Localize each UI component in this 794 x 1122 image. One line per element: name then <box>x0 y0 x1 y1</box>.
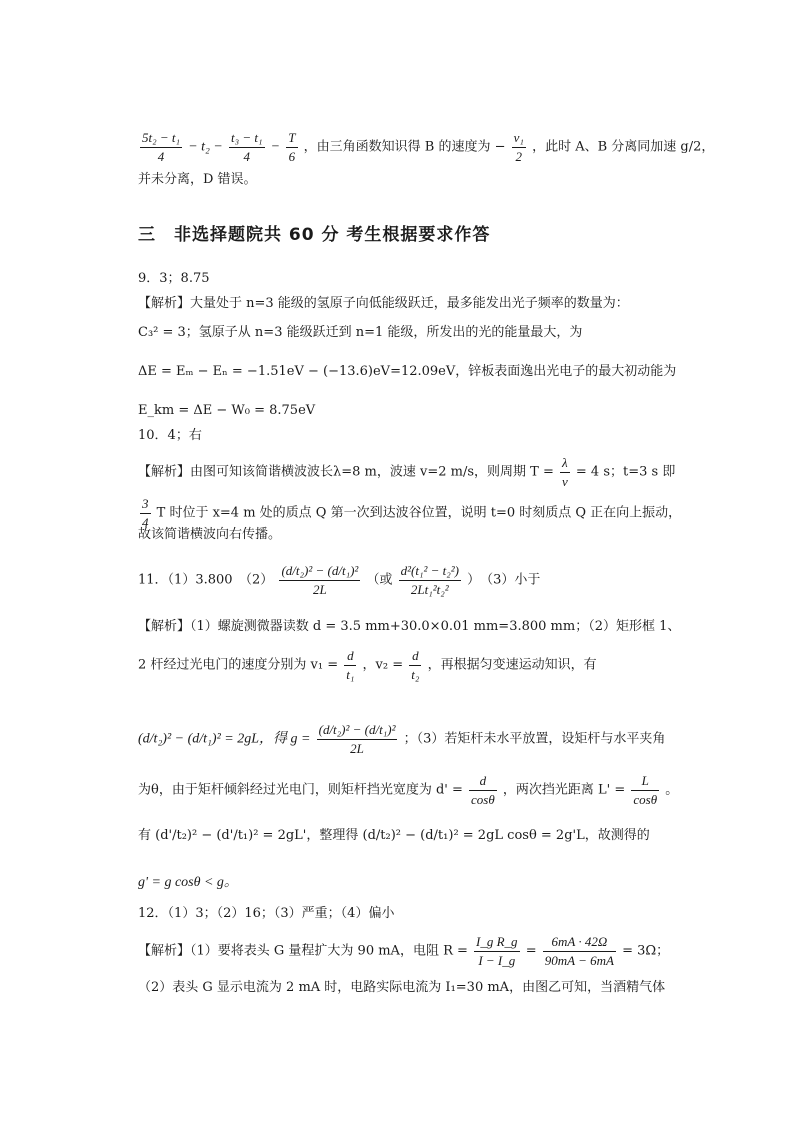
fraction <box>409 648 421 682</box>
body-text: = 3Ω； <box>622 943 670 959</box>
fraction-denominator: 2Lt₁²t₂² <box>410 581 449 597</box>
q11-analysis-line-3 <box>138 722 665 756</box>
fraction-numerator: d <box>469 773 497 791</box>
fraction-denominator: v <box>561 473 568 489</box>
q12-answer: 12．（1）3；（2）16；（3）严重；（4）偏小 <box>138 906 395 921</box>
body-text: 【解析】（1）要将表头 G 量程扩大为 90 mA，电阻 R = <box>138 943 468 959</box>
fraction <box>474 934 520 968</box>
fraction-denominator: I − I_g <box>478 952 516 968</box>
body-text: 。 <box>665 782 679 798</box>
fraction <box>469 773 497 807</box>
fraction <box>344 648 356 682</box>
continuation-line-2: 并未分离，D 错误。 <box>138 172 257 187</box>
q11-analysis-line-5: 有 (d'/t₂)² − (d'/t₁)² = 2gL'，整理得 (d/t₂)² − (d/t₁)² = 2gL cosθ = 2g'L，故测得的 <box>138 828 650 843</box>
q11-analysis-line-1: 【解析】（1）螺旋测微器读数 d = 3.5 mm+30.0×0.01 mm=3.800 mm；（2）矩形框 1、 <box>138 619 681 634</box>
q11-analysis-line-4 <box>138 773 678 807</box>
fraction <box>286 130 297 164</box>
fraction-numerator: 3 <box>140 496 151 514</box>
fraction-denominator: t₂ <box>411 666 420 682</box>
q11-answer <box>138 563 540 597</box>
section-heading: 三 非选择题院共 60 分 考生根据要求作答 <box>138 225 491 245</box>
fraction-denominator: 90mA − 6mA <box>544 952 614 968</box>
fraction-numerator: 5t₂ − t₁ <box>140 130 182 148</box>
fraction-numerator: d <box>409 648 421 666</box>
fraction-numerator: I_g R_g <box>474 934 520 952</box>
continuation-line-1 <box>138 130 714 164</box>
fraction <box>543 934 616 968</box>
fraction-denominator: t₁ <box>346 666 355 682</box>
q9-analysis-line-2: C₃² = 3；氢原子从 n=3 能级跃迁到 n=1 能级，所发出的光的能量最大，为 <box>138 325 583 340</box>
body-text: 为θ，由于矩杆倾斜经过光电门，则矩杆挡光宽度为 d' = <box>138 782 463 798</box>
fraction-denominator: 4 <box>142 514 149 530</box>
body-text: 2 杆经过光电门的速度分别为 v₁ = <box>138 657 339 673</box>
body-text: ；（3）若矩杆未水平放置，设矩杆与水平夹角 <box>403 731 666 747</box>
fraction <box>140 496 151 530</box>
q9-analysis-line-4: E_km = ΔE − W₀ = 8.75eV <box>138 403 316 418</box>
fraction-numerator: 6mA · 42Ω <box>543 934 616 952</box>
fraction <box>512 130 526 164</box>
fraction-denominator: 4 <box>157 148 165 164</box>
body-text: ，此时 A、B 分离同加速 g/2， <box>532 139 715 155</box>
math-text: (d/t₂)² − (d/t₁)² = 2gL，得 g = <box>138 731 311 747</box>
body-text: （或 <box>366 572 393 588</box>
q9-answer: 9．3；8.75 <box>138 271 210 286</box>
fraction-denominator: cosθ <box>633 791 658 807</box>
math-text: − t₂ − <box>188 139 223 155</box>
fraction-denominator: 2L <box>313 581 327 597</box>
fraction <box>560 455 570 489</box>
fraction-denominator: 2L <box>350 740 364 756</box>
fraction <box>317 722 398 756</box>
math-text: − <box>270 139 281 155</box>
body-text: 【解析】由图可知该简谐横波波长λ=8 m，波速 v=2 m/s，则周期 T = <box>138 464 554 480</box>
body-text: ，两次挡光距离 L' = <box>502 782 626 798</box>
fraction <box>140 130 182 164</box>
body-text: ，由三角函数知识得 B 的速度为 − <box>303 139 506 155</box>
q12-analysis-line-1 <box>138 934 669 968</box>
body-text: T 时位于 x=4 m 处的质点 Q 第一次到达波谷位置，说明 t=0 时刻质点 Q 正在向上振动， <box>156 505 682 521</box>
fraction <box>631 773 659 807</box>
fraction-numerator: (d/t₂)² − (d/t₁)² <box>279 563 360 581</box>
fraction <box>399 563 461 597</box>
fraction-numerator: t₃ − t₁ <box>229 130 265 148</box>
body-text: 11．（1）3.800 （2） <box>138 572 274 588</box>
q9-analysis-line-3: ΔE = Eₘ − Eₙ = −1.51eV − (−13.6)eV=12.09eV，锌板表面逸出光电子的最大初动能为 <box>138 364 677 379</box>
fraction-numerator: d <box>344 648 356 666</box>
fraction-denominator: 6 <box>288 148 296 164</box>
fraction-numerator: v₁ <box>512 130 526 148</box>
fraction-denominator: cosθ <box>471 791 495 807</box>
q10-analysis-line-1 <box>138 455 675 489</box>
fraction <box>279 563 360 597</box>
q12-analysis-line-2: （2）表头 G 显示电流为 2 mA 时，电路实际电流为 I₁=30 mA，由图乙可知，当酒精气体 <box>138 980 666 995</box>
body-text: ） （3）小于 <box>467 572 541 588</box>
fraction-denominator: 2 <box>515 148 523 164</box>
fraction-denominator: 4 <box>243 148 250 164</box>
fraction-numerator: (d/t₂)² − (d/t₁)² <box>317 722 398 740</box>
q10-answer: 10．4；右 <box>138 428 202 443</box>
body-text: = <box>525 943 537 959</box>
q10-analysis-line-2 <box>138 496 681 530</box>
fraction-numerator: L <box>631 773 659 791</box>
q10-analysis-line-3: 故该简谐横波向右传播。 <box>138 527 282 542</box>
body-text: = 4 s；t=3 s 即 <box>575 464 676 480</box>
q9-analysis-line-1: 【解析】大量处于 n=3 能级的氢原子向低能级跃迁，最多能发出光子频率的数量为： <box>138 296 629 311</box>
body-text: ，再根据匀变速运动知识，有 <box>427 657 597 673</box>
fraction <box>229 130 265 164</box>
q11-analysis-line-2 <box>138 648 597 682</box>
q11-analysis-line-6: g' = g cosθ < g。 <box>138 875 238 890</box>
fraction-numerator: T <box>286 130 297 148</box>
fraction-numerator: d²(t₁² − t₂²) <box>399 563 461 581</box>
body-text: ，v₂ = <box>362 657 404 673</box>
fraction-numerator: λ <box>560 455 570 473</box>
